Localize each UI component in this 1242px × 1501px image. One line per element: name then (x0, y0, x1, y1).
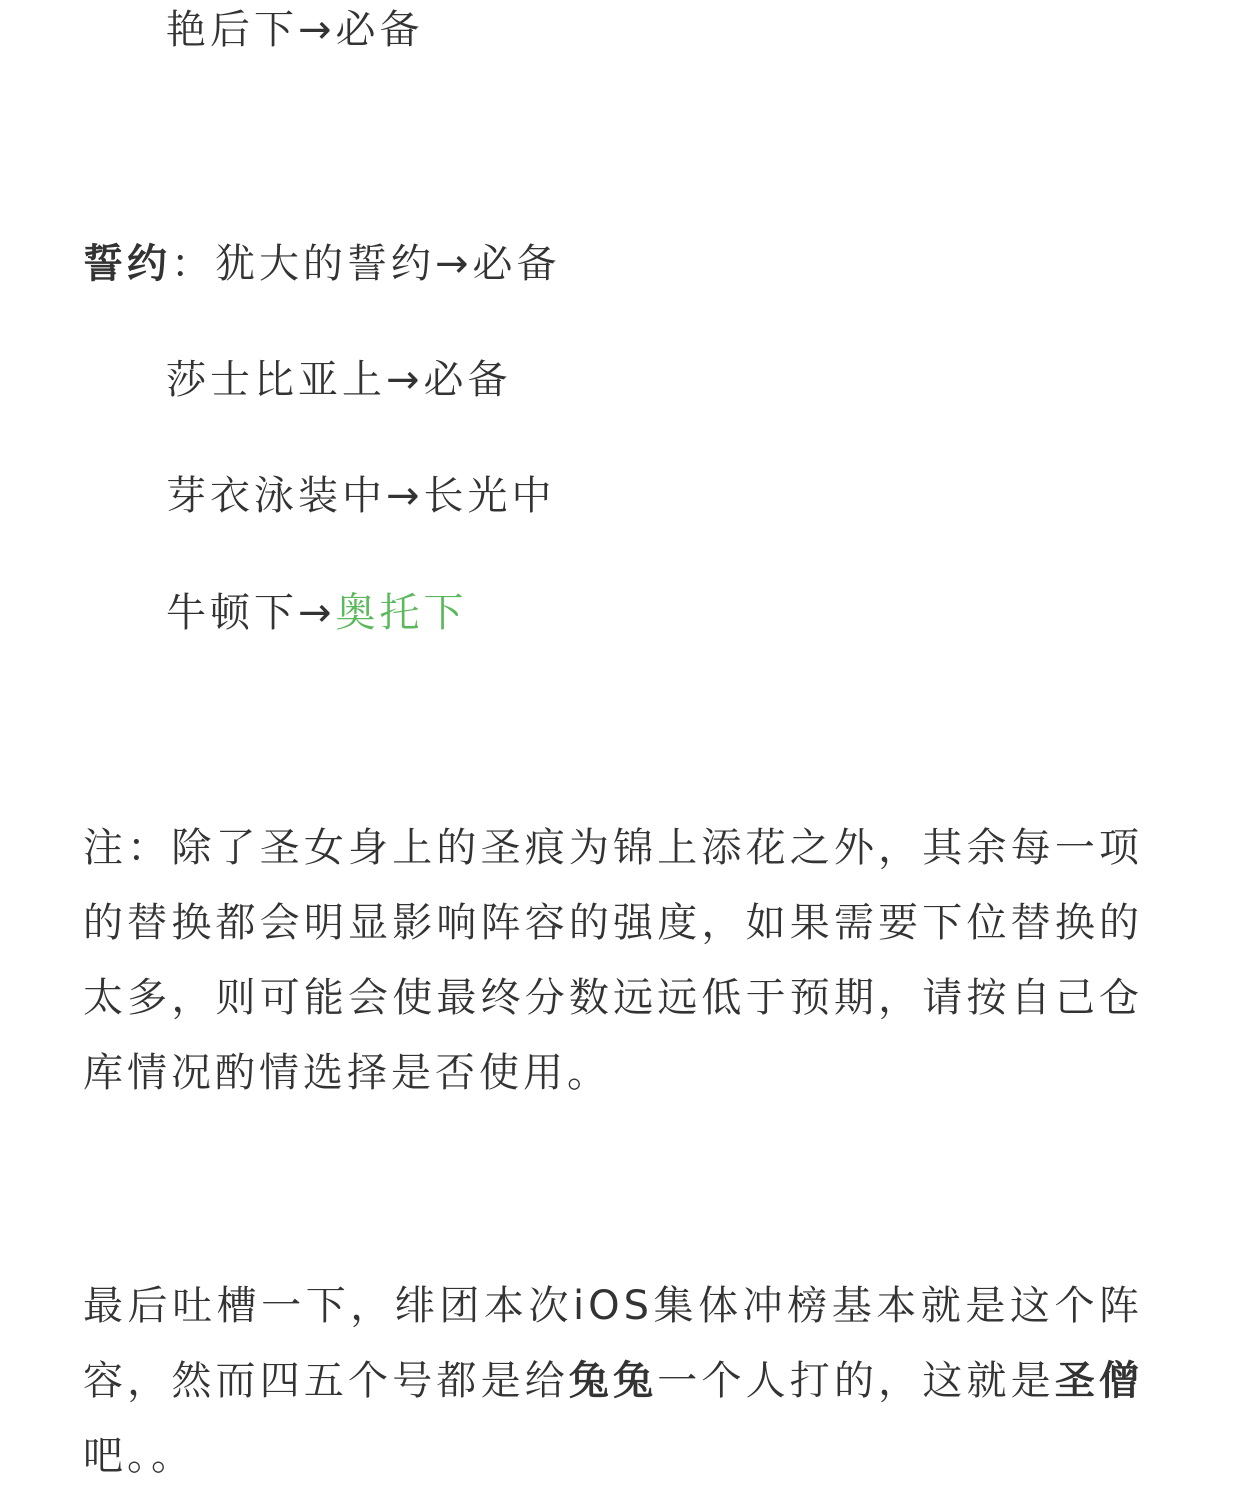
closing-text: 吧。。 (83, 1433, 195, 1479)
text-line (166, 2, 424, 58)
closing-text: 最后吐槽一下，绯团本次iOS集体冲榜基本就是这个阵容，然而四五个号都是给 (83, 1283, 1143, 1404)
line-text: 艳后下→必备 (166, 7, 424, 53)
oath-label: 誓约 (83, 241, 171, 287)
bold-name: 兔兔 (568, 1358, 658, 1404)
note-paragraph: 注：除了圣女身上的圣痕为锦上添花之外，其余每一项的替换都会明显影响阵容的强度，如果需要下位替换的太多，则可能会使最终分数远远低于预期，请按自己仓库情况酌情选择是否使用。 (83, 825, 1143, 1096)
line-prefix: 牛顿下→ (166, 590, 336, 636)
line-text: 芽衣泳装中→长光中 (166, 473, 556, 519)
text-line (166, 585, 468, 641)
oath-line (83, 236, 561, 292)
highlight-text: 奥托下 (335, 590, 468, 636)
oath-colon: ： (171, 241, 215, 287)
oath-item: 犹大的誓约→必备 (215, 241, 561, 287)
closing-paragraph (83, 1269, 1143, 1494)
bold-name: 圣僧 (1054, 1358, 1144, 1404)
line-text: 莎士比亚上→必备 (166, 357, 512, 403)
closing-text: 一个人打的，这就是 (657, 1358, 1055, 1404)
text-line (166, 468, 556, 524)
text-line (166, 352, 512, 408)
